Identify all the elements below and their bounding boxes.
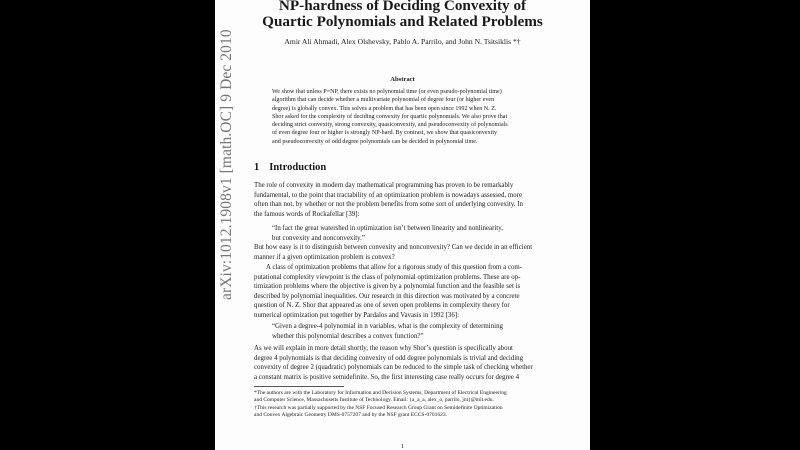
abstract-line: deciding strict convexity, strong convexity, quasiconvexity, and pseudoconvexity of polynomials [272,122,508,129]
intro-paragraph-1 [254,181,590,219]
text-line: putational complexity viewpoint is the class of polynomial optimization problems. These are op- [254,273,521,281]
text-line: But how easy is it to distinguish between convexity and nonconvexity? Can we decide in an efficient [254,244,533,251]
shor-question-quote [272,322,503,341]
footnote-line: *The authors are with the Laboratory for Information and Decision Systems, Department of Electrical Engineering [254,390,507,396]
abstract-line: algorithm that can decide whether a multivariate polynomial of degree four (or higher even [272,97,495,104]
paper-page [215,0,590,450]
quote-line: whether this polynomial describes a convex function?” [272,332,424,340]
quote-line: “Given a degree-4 polynomial in n variables, what is the complexity of determining [272,323,503,330]
footnote-authors [254,390,590,405]
footnote-line: and Convex Algebraic Geometry DMS-0757207 and by the NSF grant ECCS-0701623. [254,412,447,419]
text-line: a constant matrix is positive semidefinite. So, the first interesting case really occurs for degree 4 [254,373,520,381]
arxiv-identifier-stamp: arXiv:1012.1908v1 [math.OC] 9 Dec 2010 [218,29,235,300]
text-line: degree 4 polynomials is that deciding convexity of odd degree polynomials is trivial and deciding [254,354,524,362]
author-list: Amir Ali Ahmadi, Alex Olshevsky, Pablo A. Parrilo, and John N. Tsitsiklis *† [284,37,521,46]
text-line: The role of convexity in modern day mathematical programming has proven to be remarkably [254,182,514,189]
rockafellar-quote [272,224,503,243]
text-line: question of N. Z. Shor that appeared as one of seven open problems in complexity theory for [254,302,510,310]
quote-line: but convexity and nonconvexity.” [272,234,365,242]
text-line: numerical optimization put together by Pardalos and Vavasis in 1992 [36]: [254,311,460,319]
intro-paragraph-3 [254,263,590,321]
abstract-line: degree) is globally convex. This solves a problem that has been open since 1992 when N. Z. [272,105,497,112]
text-line: the famous words of Rockafellar [39]: [254,210,360,218]
section-heading [254,162,326,173]
text-line: As we will explain in more detail shortly, the reason why Shor’s question is specifically about [254,345,513,352]
text-line: A class of optimization problems that allow for a rigorous study of this question from a com- [266,264,523,271]
paper-title-line-1: NP-hardness of Deciding Convexity of [278,0,527,14]
abstract-body [272,88,534,146]
footnote-line: †This research was partially supported by the NSF Focused Research Group Grant on Semidefinite Optimization [254,405,503,411]
quote-line: “In fact the great watershed in optimization isn’t between linearity and nonlinearity, [272,225,503,232]
intro-paragraph-2 [254,243,590,262]
page-number: 1 [400,443,405,450]
abstract-line: We show that unless P=NP, there exists no polynomial time (or even pseudo-polynomial time) [272,89,502,95]
footnote-line: and Computer Science, Massachusetts Institute of Technology. Email: {a_a_a, alex_o, parrilo, jnt}@mit.edu. [254,397,494,404]
text-line: fundamental, to the point that tractability of an optimization problem is nowadays assessed, more [254,191,523,199]
abstract-line: and pseudoconvexity of odd degree polynomials can be decided in polynomial time. [272,138,478,145]
abstract-line: of even degree four or higher is strongly NP-hard. By contrast, we show that quasiconvexity [272,130,498,137]
abstract-heading: Abstract [390,76,415,83]
text-line: manner if a given optimization problem is convex? [254,253,395,261]
text-line: described by polynomial inequalities. Our research in this direction was motivated by a concrete [254,292,520,300]
text-line: often than not, by whether or not the problem benefits from some sort of underlying convexity. In [254,201,523,209]
abstract-line: Shor asked for the complexity of deciding convexity for quartic polynomials. We also prove that [272,113,508,120]
footnote-rule [254,386,344,387]
section-title: Introduction [269,162,327,173]
text-line: convexity of degree 2 (quadratic) polynomials can be reduced to the simple task of checking whether [254,364,533,372]
text-line: timization problems where the objective is given by a polynomial function and the feasible set is [254,283,521,291]
paper-title-line-2: Quartic Polynomials and Related Problems [262,13,543,30]
footnote-funding [254,405,590,420]
intro-paragraph-4 [254,344,590,382]
section-number: 1 [254,162,260,173]
